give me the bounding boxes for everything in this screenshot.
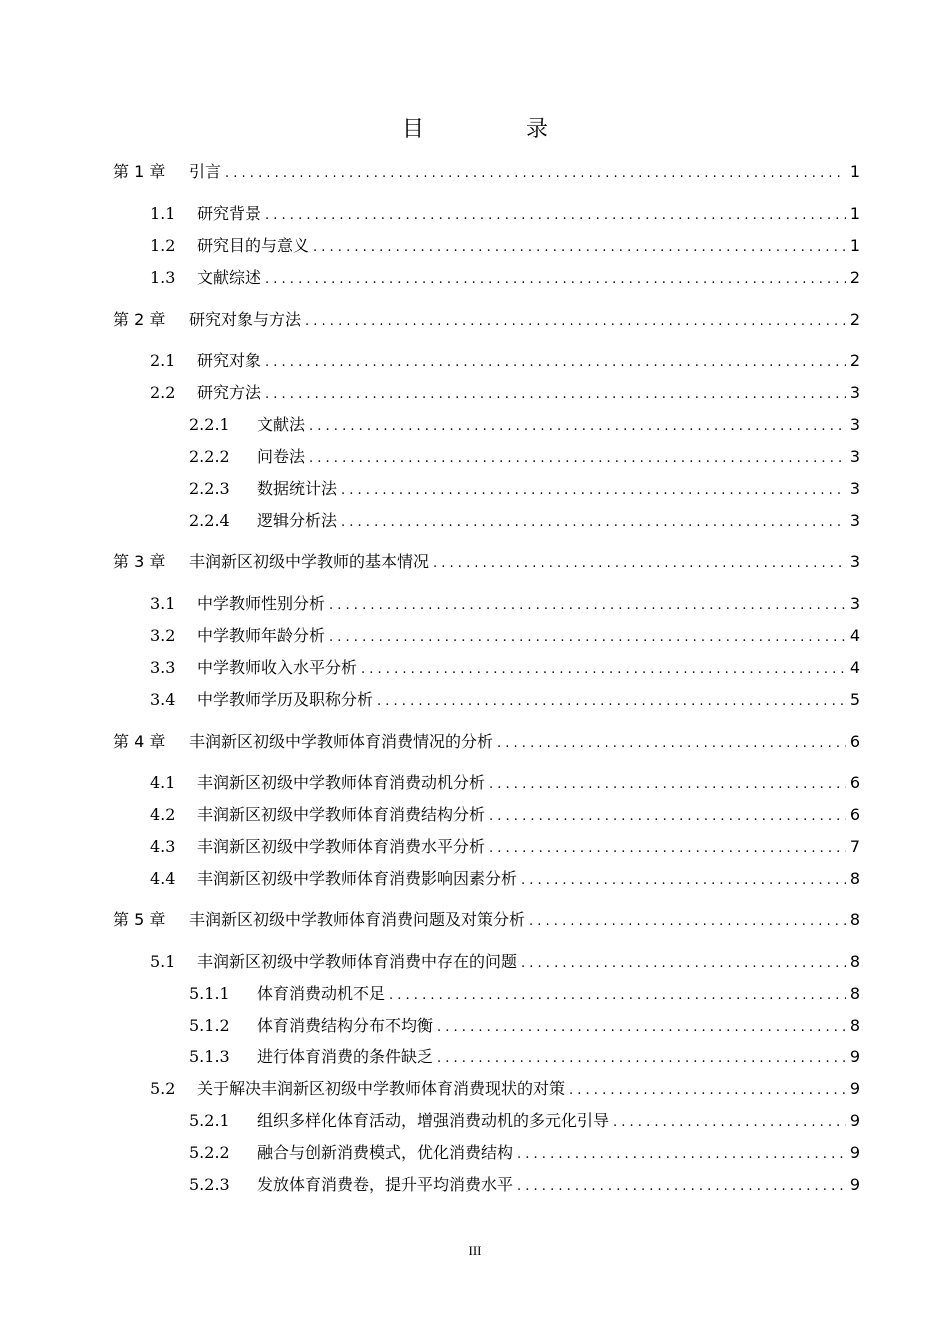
toc-dot-leader [341,510,846,534]
toc-dot-leader [521,951,846,975]
toc-dot-leader [309,446,846,470]
toc-entry-page: 3 [849,594,860,613]
toc-entry-subsection[interactable] [189,983,860,1007]
toc-entry-page: 1 [849,204,860,223]
toc-entry-title: 中学教师年龄分析 [197,626,326,645]
toc-entry-title: 进行体育消费的条件缺乏 [257,1047,434,1066]
toc-entry-page: 2 [849,310,860,329]
toc-entry-page: 3 [849,447,860,466]
toc-dot-leader [265,382,846,406]
toc-entry-number: 1.3 [150,268,176,287]
toc-entry-subsection[interactable] [189,446,860,470]
toc-entry-number: 3.1 [150,594,176,613]
toc-entry-title: 研究背景 [197,204,262,223]
toc-dot-leader [309,414,846,438]
toc-entry-title: 体育消费动机不足 [257,984,386,1003]
toc-entry-page: 3 [849,552,860,571]
toc-entry-number: 1.2 [150,236,176,255]
toc-entry-chapter[interactable] [113,309,860,333]
toc-entry-page: 3 [849,415,860,434]
toc-entry-title: 文献综述 [197,268,262,287]
toc-dot-leader [377,689,846,713]
toc-dot-leader [529,909,846,933]
toc-entry-page: 8 [849,984,860,1003]
toc-dot-leader [265,350,846,374]
toc-entry-section[interactable] [150,772,860,796]
toc-entry-chapter[interactable] [113,731,860,755]
toc-entry-section[interactable] [150,625,860,649]
toc-entry-title: 引言 [189,162,222,181]
toc-entry-title: 发放体育消费卷，提升平均消费水平 [257,1175,514,1194]
toc-entry-section[interactable] [150,1078,860,1102]
toc-entry-number: 3.2 [150,626,176,645]
toc-entry-title: 丰润新区初级中学教师的基本情况 [189,552,430,571]
toc-entry-number: 5.2.1 [189,1111,230,1130]
toc-entry-page: 9 [849,1111,860,1130]
toc-dot-leader [433,551,846,575]
toc-entry-number: 2.2.4 [189,511,230,530]
toc-entry-page: 1 [849,162,860,181]
toc-entry-title: 逻辑分析法 [257,511,338,530]
toc-dot-leader [517,1142,846,1166]
toc-title: 目 录 [401,117,588,142]
toc-entry-section[interactable] [150,689,860,713]
toc-entry-page: 9 [849,1047,860,1066]
toc-entry-page: 2 [849,268,860,287]
toc-entry-title: 融合与创新消费模式，优化消费结构 [257,1143,514,1162]
toc-entry-number: 5.2.2 [189,1143,230,1162]
toc-entry-subsection[interactable] [189,1110,860,1134]
toc-entry-title: 研究方法 [197,383,262,402]
toc-entry-subsection[interactable] [189,478,860,502]
toc-entry-number: 4.1 [150,773,176,792]
toc-entry-title: 体育消费结构分布不均衡 [257,1016,434,1035]
toc-entry-number: 2.2.3 [189,479,230,498]
toc-entry-subsection[interactable] [189,1015,860,1039]
toc-entry-page: 3 [849,479,860,498]
toc-entry-page: 6 [849,773,860,792]
toc-entry-subsection[interactable] [189,1046,860,1070]
toc-dot-leader [521,868,846,892]
toc-entry-title: 丰润新区初级中学教师体育消费结构分析 [197,805,486,824]
toc-entry-page: 2 [849,351,860,370]
toc-entry-section[interactable] [150,593,860,617]
toc-entry-section[interactable] [150,235,860,259]
toc-entry-section[interactable] [150,868,860,892]
toc-entry-number: 5.1.1 [189,984,230,1003]
toc-entry-page: 8 [849,1016,860,1035]
toc-entry-section[interactable] [150,203,860,227]
toc-dot-leader [225,161,846,185]
toc-entry-page: 8 [849,869,860,888]
toc-entry-number: 5.2 [150,1079,176,1098]
toc-dot-leader [489,772,846,796]
toc-dot-leader [265,203,846,227]
toc-entry-section[interactable] [150,382,860,406]
toc-entry-page: 7 [849,837,860,856]
toc-entry-number: 3.4 [150,690,176,709]
toc-entry-page: 6 [849,805,860,824]
toc-entry-number: 4.2 [150,805,176,824]
toc-entry-page: 9 [849,1175,860,1194]
toc-entry-page: 9 [849,1143,860,1162]
toc-entry-title: 丰润新区初级中学教师体育消费动机分析 [197,773,486,792]
toc-entry-subsection[interactable] [189,1174,860,1198]
toc-entry-number: 5.1 [150,952,176,971]
toc-dot-leader [265,267,846,291]
toc-dot-leader [313,235,846,259]
toc-entry-number: 2.2.2 [189,447,230,466]
toc-entry-page: 8 [849,952,860,971]
toc-entry-title: 中学教师收入水平分析 [197,658,358,677]
toc-entry-title: 研究对象与方法 [189,310,302,329]
toc-dot-leader [489,836,846,860]
toc-entry-number: 5.2.3 [189,1175,230,1194]
toc-entry-title: 数据统计法 [257,479,338,498]
toc-entry-page: 4 [849,658,860,677]
toc-entry-page: 1 [849,236,860,255]
toc-entry-chapter[interactable] [113,551,860,575]
toc-entry-title: 丰润新区初级中学教师体育消费水平分析 [197,837,486,856]
toc-entry-subsection[interactable] [189,414,860,438]
toc-entry-page: 4 [849,626,860,645]
toc-entry-number: 5.1.2 [189,1016,230,1035]
toc-entry-title: 组织多样化体育活动，增强消费动机的多元化引导 [257,1111,610,1130]
toc-dot-leader [329,593,846,617]
toc-entry-subsection[interactable] [189,1142,860,1166]
toc-entry-title: 关于解决丰润新区初级中学教师体育消费现状的对策 [197,1079,566,1098]
toc-dot-leader [361,657,846,681]
toc-entry-title: 研究对象 [197,351,262,370]
toc-entry-title: 问卷法 [257,447,306,466]
toc-entry-section[interactable] [150,836,860,860]
toc-entry-number: 5.1.3 [189,1047,230,1066]
toc-entry-page: 9 [849,1079,860,1098]
toc-dot-leader [329,625,846,649]
toc-dot-leader [305,309,846,333]
toc-entry-page: 6 [849,732,860,751]
toc-entry-number: 第 3 章 [113,552,166,571]
toc-dot-leader [341,478,846,502]
toc-entry-page: 8 [849,910,860,929]
toc-entry-page: 3 [849,383,860,402]
toc-entry-chapter[interactable] [113,909,860,933]
toc-dot-leader [437,1015,846,1039]
toc-entry-title: 丰润新区初级中学教师体育消费情况的分析 [189,732,494,751]
toc-entry-title: 研究目的与意义 [197,236,310,255]
toc-entry-section[interactable] [150,657,860,681]
toc-entry-number: 2.2.1 [189,415,230,434]
toc-entry-number: 3.3 [150,658,176,677]
toc-entry-number: 4.3 [150,837,176,856]
toc-dot-leader [489,804,846,828]
toc-dot-leader [437,1046,846,1070]
toc-entry-title: 中学教师学历及职称分析 [197,690,374,709]
toc-entry-title: 丰润新区初级中学教师体育消费中存在的问题 [197,952,518,971]
toc-entry-section[interactable] [150,804,860,828]
toc-entry-number: 第 5 章 [113,910,166,929]
toc-dot-leader [613,1110,846,1134]
toc-entry-section[interactable] [150,951,860,975]
toc-entry-number: 4.4 [150,869,176,888]
toc-entry-number: 第 2 章 [113,310,166,329]
page-number-footer: III [468,1243,482,1258]
toc-entry-number: 1.1 [150,204,176,223]
toc-entry-title: 丰润新区初级中学教师体育消费问题及对策分析 [189,910,526,929]
toc-entry-number: 2.1 [150,351,176,370]
toc-dot-leader [569,1078,846,1102]
toc-entry-number: 第 1 章 [113,162,166,181]
toc-entry-chapter[interactable] [113,161,860,185]
toc-entry-title: 文献法 [257,415,306,434]
toc-entry-section[interactable] [150,350,860,374]
toc-dot-leader [497,731,846,755]
toc-entry-title: 丰润新区初级中学教师体育消费影响因素分析 [197,869,518,888]
toc-entry-subsection[interactable] [189,510,860,534]
toc-entry-title: 中学教师性别分析 [197,594,326,613]
toc-entry-page: 3 [849,511,860,530]
toc-entry-number: 2.2 [150,383,176,402]
toc-dot-leader [517,1174,846,1198]
toc-entry-number: 第 4 章 [113,732,166,751]
toc-entry-page: 5 [849,690,860,709]
toc-entry-section[interactable] [150,267,860,291]
toc-dot-leader [389,983,846,1007]
